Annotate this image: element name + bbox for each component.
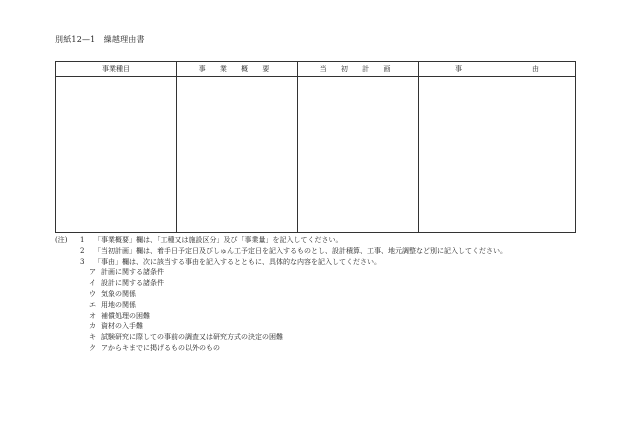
table-header-row — [56, 62, 576, 77]
subnote-text: 用地の関係 — [101, 300, 136, 309]
subnote-marker: エ — [89, 300, 96, 309]
subnote-item — [55, 311, 507, 322]
subnote-marker: ア — [89, 268, 96, 277]
header-reason-char-1: 事 — [455, 65, 462, 73]
header-reason — [419, 62, 576, 77]
note-text: 「事由」欄は、次に該当する事由を記入するとともに、具体的な内容を記入してください。 — [94, 257, 381, 266]
table-body-row — [56, 77, 576, 233]
subnote-text: 計画に関する諸条件 — [101, 268, 164, 277]
note-item — [55, 257, 507, 268]
subnote-item — [55, 343, 507, 354]
header-reason-char-2: 由 — [532, 65, 539, 73]
note-item — [55, 235, 507, 246]
header-project-category: 事業種目 — [56, 62, 177, 77]
subnote-text: 設計に関する諸条件 — [101, 279, 164, 288]
subnote-item — [55, 267, 507, 278]
subnote-marker: ウ — [89, 289, 96, 298]
header-initial-plan: 当 初 計 画 — [298, 62, 419, 77]
subnote-text: 試験研究に際しての事前の調査又は研究方式の決定の困難 — [101, 333, 283, 342]
subnote-marker: オ — [89, 311, 96, 320]
notes-section — [55, 235, 507, 354]
note-number: 3 — [80, 257, 85, 266]
subnote-item — [55, 278, 507, 289]
note-text: 「事業概要」欄は、「工種又は施設区分」及び「事業量」を記入してください。 — [94, 236, 343, 244]
cell-initial-plan[interactable] — [298, 77, 419, 233]
subnote-marker: イ — [89, 279, 96, 288]
notes-prefix: (注) — [55, 236, 68, 244]
header-project-summary: 事 業 概 要 — [177, 62, 298, 77]
document-title: 別紙12—1 繰越理由書 — [55, 35, 145, 44]
subnote-marker: ク — [89, 343, 96, 352]
subnote-item — [55, 289, 507, 300]
note-number: 2 — [80, 246, 85, 255]
subnote-marker: キ — [89, 333, 96, 342]
subnote-text: 気象の関係 — [101, 289, 136, 298]
subnote-text: 補償処理の困難 — [101, 311, 150, 320]
subnote-item — [55, 300, 507, 311]
subnote-marker: カ — [89, 322, 96, 331]
subnote-item — [55, 332, 507, 343]
subnote-item — [55, 321, 507, 332]
cell-project-summary[interactable] — [177, 77, 298, 233]
subnote-text: 資材の入手難 — [101, 322, 143, 331]
note-text: 「当初計画」欄は、着手日予定日及びしゅん工予定日を記入するものとし、設計積算、工事、地元調整など別に記入してください。 — [94, 246, 507, 255]
note-item — [55, 246, 507, 257]
cell-reason[interactable] — [419, 77, 576, 233]
cell-project-category[interactable] — [56, 77, 177, 233]
carryover-reason-table — [55, 61, 576, 233]
subnote-text: アからキまでに掲げるもの以外のもの — [101, 343, 220, 352]
note-number: 1 — [80, 236, 85, 244]
